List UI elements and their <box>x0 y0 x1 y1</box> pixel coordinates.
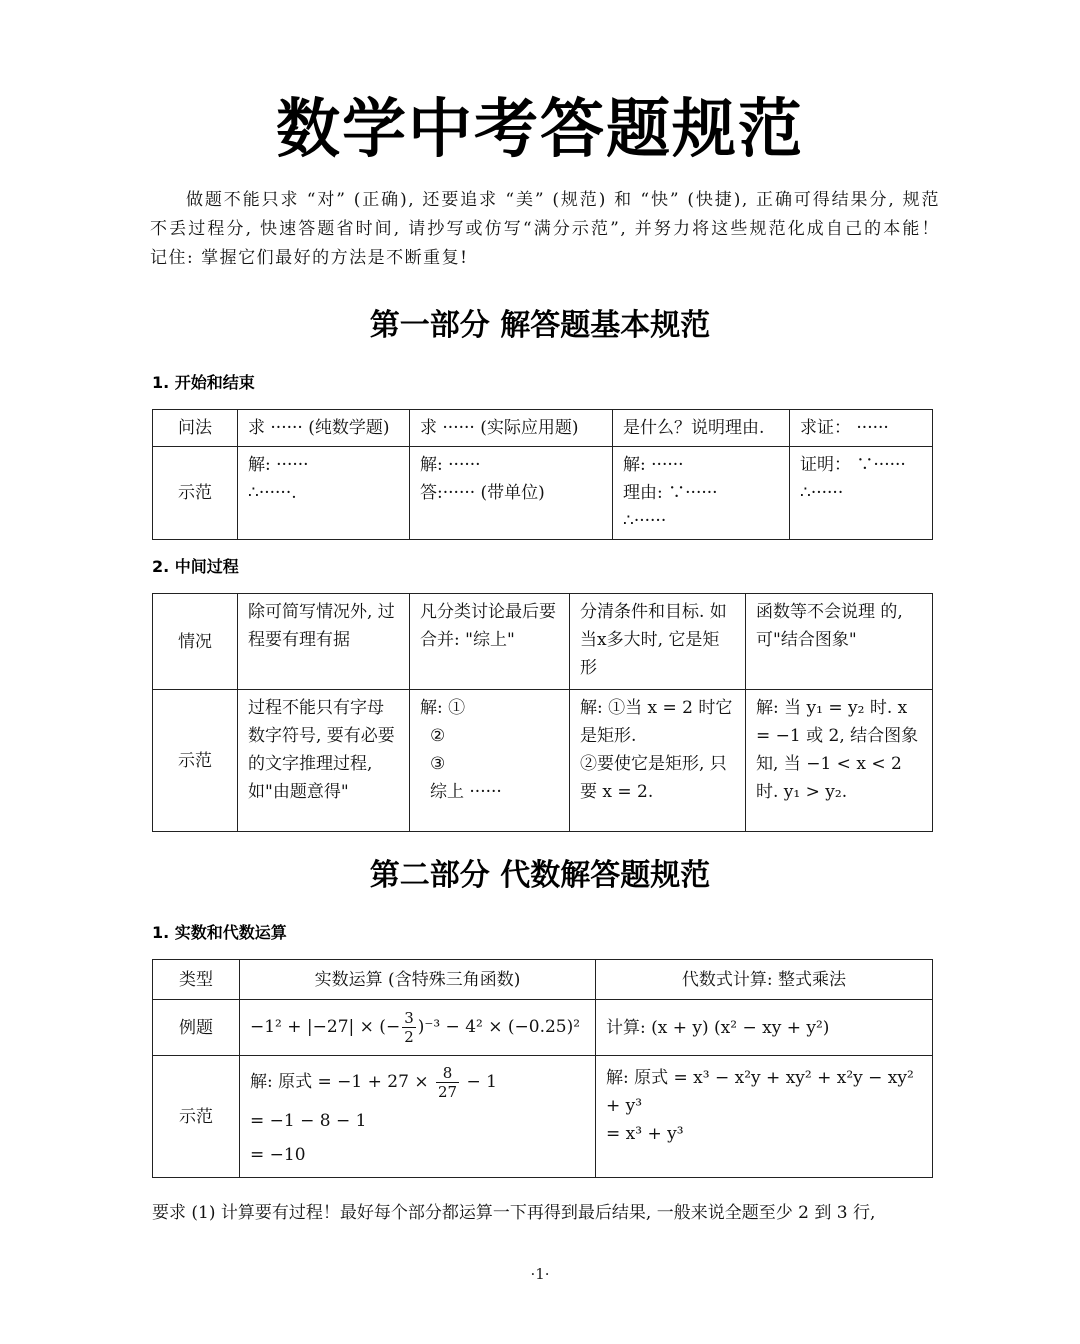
cell-line: ②要使它是矩形, 只要 x = 2. <box>580 754 727 802</box>
table-row <box>153 1056 933 1178</box>
fraction-numerator: 3 <box>404 1009 414 1027</box>
cell-line: 理由: ∵······ <box>623 483 718 503</box>
page-number: ·1· <box>530 1265 550 1283</box>
start-end-table <box>152 409 933 540</box>
table-cell <box>240 1056 596 1178</box>
cell-line: ∴······ <box>623 511 667 531</box>
example-real-before: −1² + |−27| × (− <box>250 1017 401 1037</box>
cell-line: 解: 原式 = x³ − x²y + xy² + x²y − xy² + y³ <box>606 1068 914 1116</box>
table-cell: 计算: (x + y) (x² − xy + y²) <box>596 1000 933 1056</box>
fraction <box>436 1064 459 1101</box>
page-title: 数学中考答题规范 <box>276 93 804 167</box>
solution-real-line1-end: − 1 <box>466 1072 497 1092</box>
row-label: 示范 <box>153 447 238 540</box>
table-cell: 解: 当 y₁ = y₂ 时. x = −1 或 2, 结合图象知, 当 −1 < x < 2 时. y₁ > y₂. <box>746 690 933 832</box>
cell-line: ③ <box>430 754 446 774</box>
table-cell: 是什么？说明理由. <box>613 410 790 447</box>
table-cell: 过程不能只有字母数字符号, 要有必要的文字推理过程, 如"由题意得" <box>238 690 410 832</box>
row-label: 例题 <box>153 1000 240 1056</box>
table-row <box>153 410 933 447</box>
fraction-numerator: 8 <box>436 1064 459 1083</box>
cell-line: 解: ······ <box>623 455 684 475</box>
column-header: 实数运算 (含特殊三角函数) <box>240 960 596 1000</box>
solution-real-line1: 解: 原式 = −1 + 27 × <box>250 1072 429 1092</box>
table-cell <box>240 1000 596 1056</box>
part2-section1-title: 1. 实数和代数运算 <box>152 923 287 942</box>
cell-line: 解: ······ <box>420 455 481 475</box>
part1-title: 第一部分 解答题基本规范 <box>369 308 711 343</box>
cell-line <box>250 1060 585 1104</box>
table-cell: 求 ······ (纯数学题) <box>238 410 410 447</box>
calculation-table <box>152 959 933 1178</box>
table-cell <box>238 447 410 540</box>
fraction-denominator: 2 <box>404 1028 414 1046</box>
row-label: 示范 <box>153 690 238 832</box>
table-row <box>153 447 933 540</box>
cell-line: 解: ① <box>420 698 466 718</box>
row-label: 情况 <box>153 594 238 690</box>
table-cell: 凡分类讨论最后要合并: "综上" <box>410 594 570 690</box>
table-row <box>153 594 933 690</box>
table-row <box>153 1000 933 1056</box>
cell-line: = −10 <box>250 1145 306 1165</box>
fraction <box>402 1009 416 1046</box>
table-cell: 除可简写情况外, 过程要有理有据 <box>238 594 410 690</box>
process-table <box>152 593 933 832</box>
cell-line: ② <box>430 726 446 746</box>
table-row <box>153 960 933 1000</box>
table-cell <box>410 690 570 832</box>
table-cell: 求证： ······ <box>790 410 933 447</box>
part1-section1-title: 1. 开始和结束 <box>152 373 255 392</box>
row-label: 问法 <box>153 410 238 447</box>
column-header: 类型 <box>153 960 240 1000</box>
cell-line: ∴······. <box>248 483 297 503</box>
cell-line: 综上 ······ <box>430 782 502 802</box>
table-cell <box>570 690 746 832</box>
part1-section2-title: 2. 中间过程 <box>152 557 239 576</box>
cell-line: 证明： ∵······ <box>800 455 906 475</box>
cell-line: 解: ······ <box>248 455 309 475</box>
part2-title: 第二部分 代数解答题规范 <box>369 858 711 893</box>
cell-line: 解: ①当 x = 2 时它是矩形. <box>580 698 733 746</box>
table-cell: 求 ······ (实际应用题) <box>410 410 613 447</box>
cell-line: = −1 − 8 − 1 <box>250 1111 367 1131</box>
fraction-denominator: 27 <box>437 1083 458 1101</box>
table-cell: 函数等不会说理 的, 可"结合图象" <box>746 594 933 690</box>
cell-line: ∴······ <box>800 483 844 503</box>
table-cell <box>596 1056 933 1178</box>
table-cell <box>790 447 933 540</box>
cell-line: 答:······ (带单位) <box>420 483 545 503</box>
table-cell <box>613 447 790 540</box>
column-header: 代数式计算: 整式乘法 <box>596 960 933 1000</box>
table-row <box>153 690 933 832</box>
row-label: 示范 <box>153 1056 240 1178</box>
requirement-text: 要求 (1) 计算要有过程！最好每个部分都运算一下再得到最后结果, 一般来说全题至少 2 到 3 行, <box>152 1203 876 1223</box>
table-cell <box>410 447 613 540</box>
example-real-after: )⁻³ − 4² × (−0.25)² <box>417 1017 581 1037</box>
cell-line: = x³ + y³ <box>606 1124 684 1144</box>
table-cell: 分清条件和目标. 如当x多大时, 它是矩形 <box>570 594 746 690</box>
intro-paragraph: 做题不能只求 “对” (正确), 还要追求 “美” (规范) 和 “快” (快捷), 正确可得结果分, 规范不丢过程分, 快速答题省时间, 请抄写或仿写“满分示范”, 并努力将这些规范化成自己的本能！ 记住: 掌握它们最好的方法是不断重复! <box>150 190 940 268</box>
